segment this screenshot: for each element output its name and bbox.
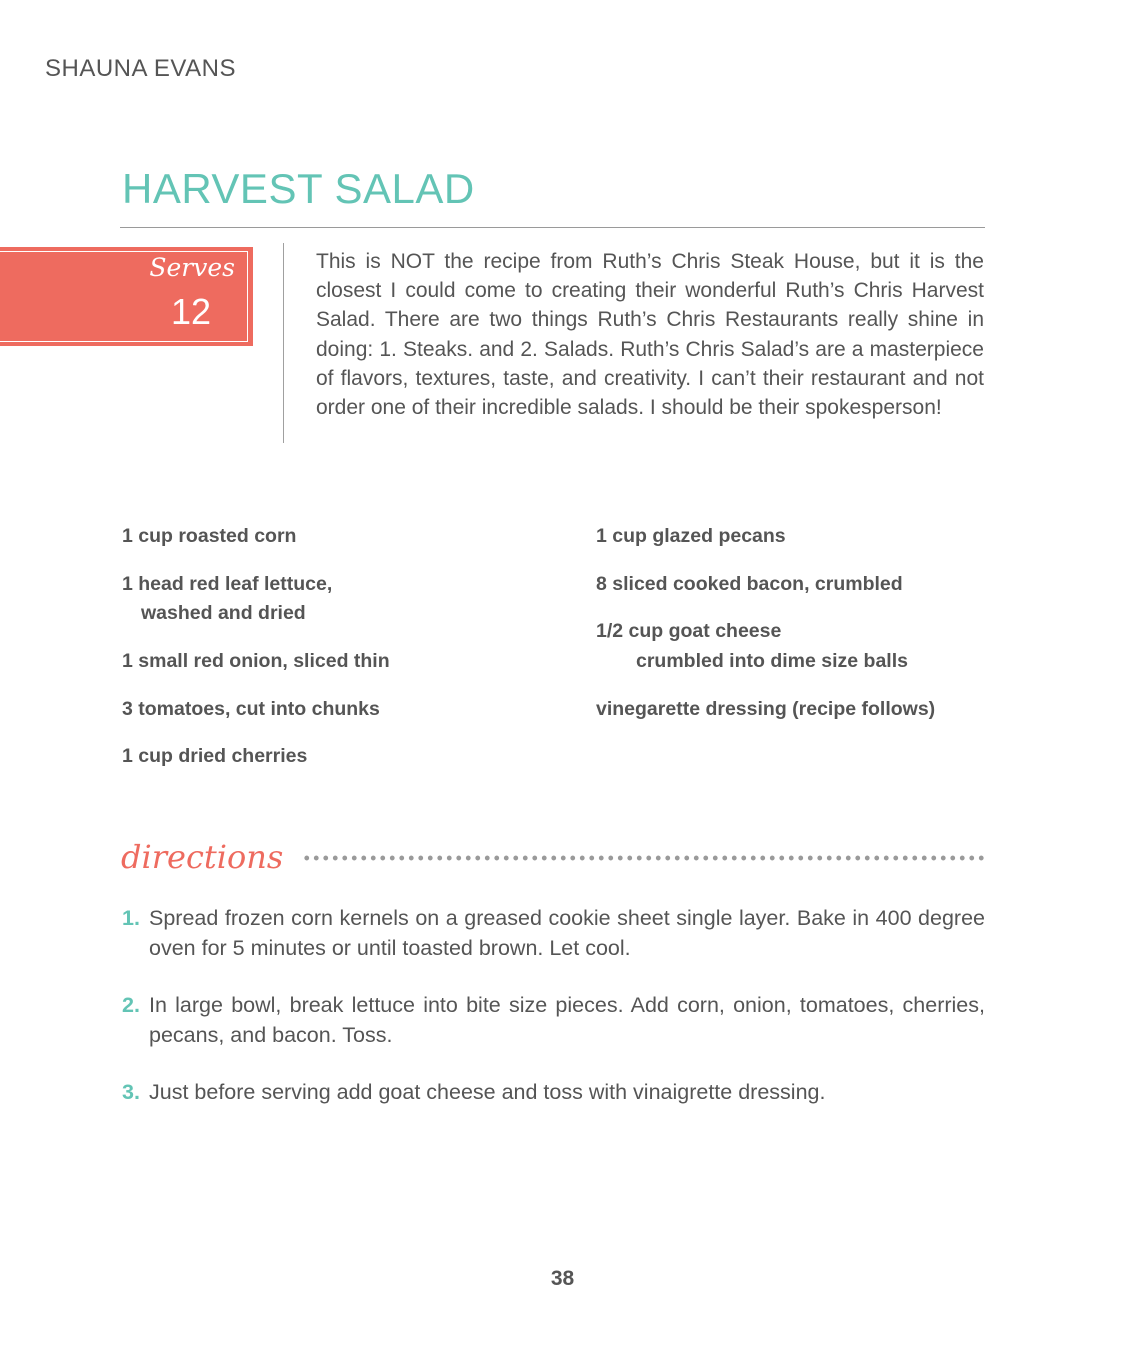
- step-text: In large bowl, break lettuce into bite size pieces. Add corn, onion, tomatoes, cherries, pecans, and bacon. Toss.: [149, 993, 985, 1047]
- step-text: Spread frozen corn kernels on a greased cookie sheet single layer. Bake in 400 degree oven for 5 minutes or until toasted brown. Let cool.: [149, 906, 985, 960]
- step-number: 3.: [122, 1080, 140, 1104]
- step-text: Just before serving add goat cheese and toss with vinaigrette dressing.: [149, 1080, 826, 1104]
- page-number: 38: [550, 1267, 575, 1290]
- ingredient-item: 1 cup roasted corn: [122, 525, 297, 547]
- ingredient-item: 1 small red onion, sliced thin: [122, 650, 390, 672]
- step-number: 2.: [122, 993, 140, 1017]
- recipe-intro: This is NOT the recipe from Ruth’s Chris Steak House, but it is the closest I could come to creating their wonderful Ruth’s Chris Harvest Salad. There are two things Ruth’s Chris Restaurants really shine in doing: 1. Steaks. and 2. Salads. Ruth’s Chris Salad’s are a masterpiece of flavors, textures, taste, and creativity. I can’t their restaurant and not order one of their incredible salads. I should be their spokesperson!: [316, 250, 984, 420]
- serves-label: Serves: [149, 253, 235, 282]
- ingredient-item: 1/2 cup goat cheese: [596, 620, 782, 642]
- dotted-divider: [302, 855, 986, 861]
- intro-divider: [283, 243, 284, 443]
- ingredient-item: 8 sliced cooked bacon, crumbled: [596, 573, 903, 595]
- title-divider: [120, 227, 985, 228]
- directions-heading: directions: [121, 838, 284, 876]
- ingredient-item: 1 cup glazed pecans: [596, 525, 786, 547]
- recipe-title: HARVEST SALAD: [122, 165, 475, 212]
- direction-step: [122, 1078, 985, 1108]
- serves-badge: [0, 247, 253, 346]
- step-number: 1.: [122, 906, 140, 930]
- author-name: SHAUNA EVANS: [45, 55, 236, 82]
- ingredient-item: 3 tomatoes, cut into chunks: [122, 698, 380, 720]
- direction-step: [122, 904, 985, 963]
- ingredient-item-continued: crumbled into dime size balls: [636, 650, 908, 672]
- ingredient-item: 1 head red leaf lettuce,: [122, 573, 333, 595]
- ingredient-item-continued: washed and dried: [141, 602, 306, 624]
- ingredient-item: vinegarette dressing (recipe follows): [596, 698, 936, 720]
- ingredient-item: 1 cup dried cherries: [122, 745, 308, 767]
- direction-step: [122, 991, 985, 1050]
- serves-count: 12: [170, 291, 211, 332]
